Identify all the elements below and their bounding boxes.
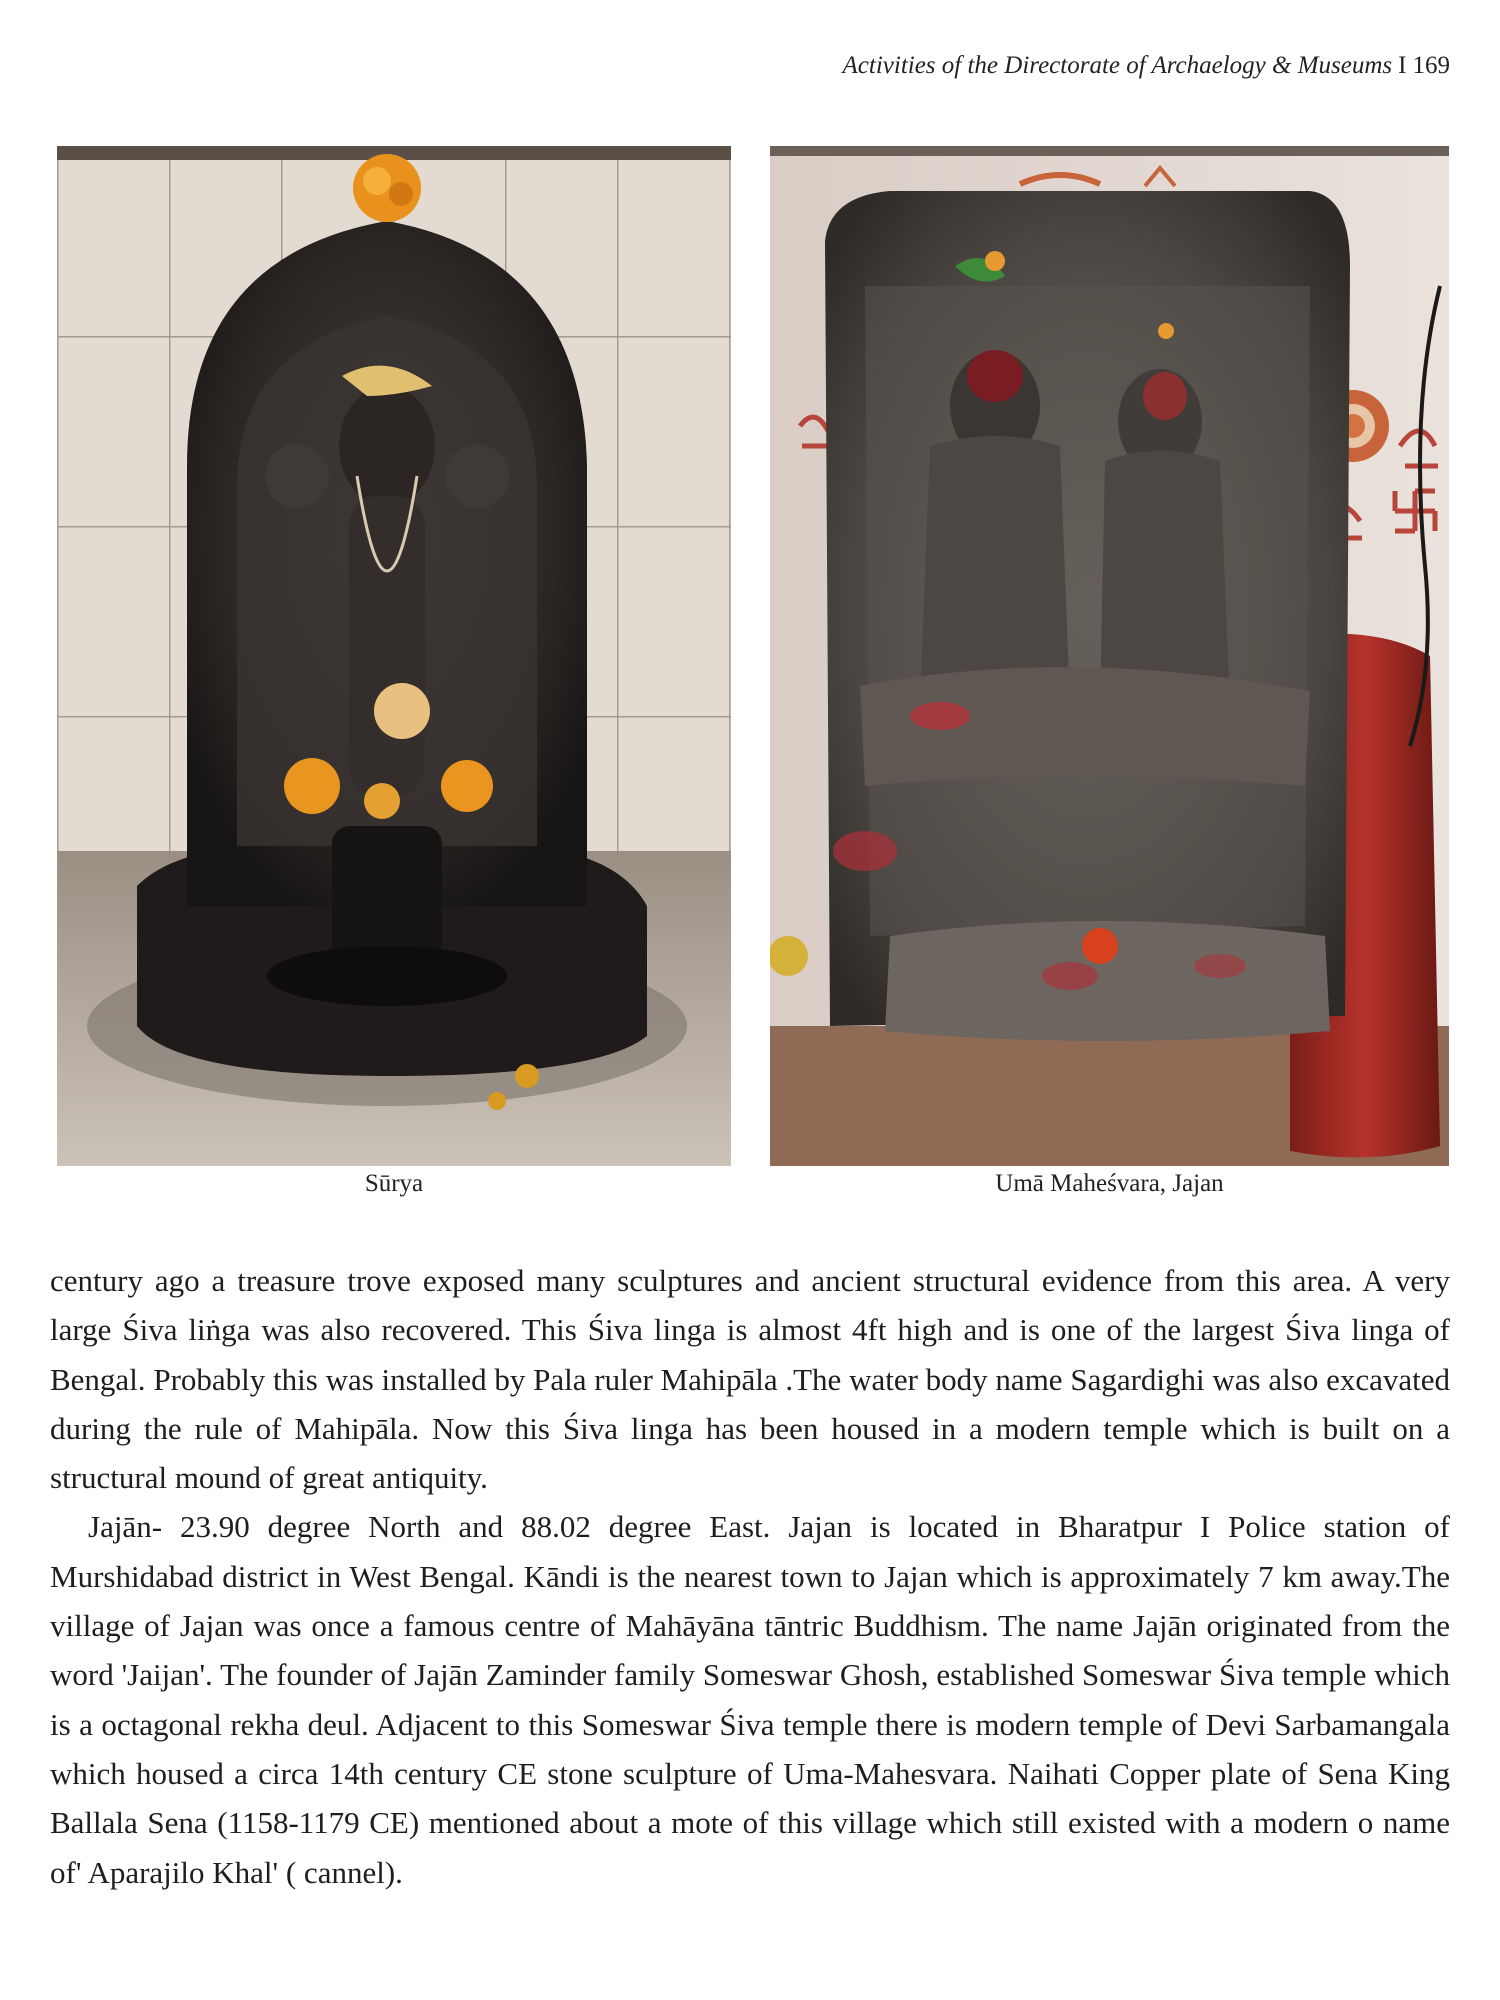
- page-number: 169: [1412, 52, 1450, 79]
- uma-mahesvara-photo: [770, 146, 1449, 1166]
- running-header: [843, 52, 1450, 80]
- surya-photo-image: [57, 146, 731, 1166]
- paragraph-jajan: Jajān- 23.90 degree North and 88.02 degree East. Jajan is located in Bharatpur I Police station of Murshidabad district in West Bengal. Kāndi is the nearest town to Jajan which is approximately 7 km away.The village of Jajan was once a famous centre of Mahāyāna tāntric Buddhism. The name Jajān originated from the word 'Jaijan'. The founder of Jajān Zaminder family Someswar Ghosh, established Someswar Śiva temple which is a octagonal rekha deul. Adjacent to this Someswar Śiva temple there is modern temple of Devi Sarbamangala which housed a circa 14th century CE stone sculpture of Uma-Mahesvara. Naihati Copper plate of Sena King Ballala Sena (1158-1179 CE) mentioned about a mote of this village which still existed with a modern o name of' Aparajilo Khal' ( cannel).: [50, 1509, 1450, 1890]
- uma-mahesvara-photo-image: [770, 146, 1449, 1166]
- paragraph-siva-linga: century ago a treasure trove exposed many sculptures and ancient structural evidence from this area. A very large Śiva liṅga was also recovered. This Śiva linga is almost 4ft high and is one of the largest Śiva linga of Bengal. Probably this was installed by Pala ruler Mahipāla .The water body name Sagardighi was also excavated during the rule of Mahipāla. Now this Śiva linga has been housed in a modern temple which is built on a structural mound of great antiquity.: [50, 1263, 1450, 1496]
- figure-caption-uma-mahesvara: Umā Maheśvara, Jajan: [995, 1170, 1224, 1197]
- figure-caption-surya: Sūrya: [364, 1170, 424, 1197]
- header-separator: I: [1398, 52, 1407, 79]
- surya-sculpture-photo: [57, 146, 731, 1166]
- running-title: Activities of the Directorate of Archaelogy & Museums: [842, 52, 1393, 79]
- body-text: [50, 1256, 1450, 1897]
